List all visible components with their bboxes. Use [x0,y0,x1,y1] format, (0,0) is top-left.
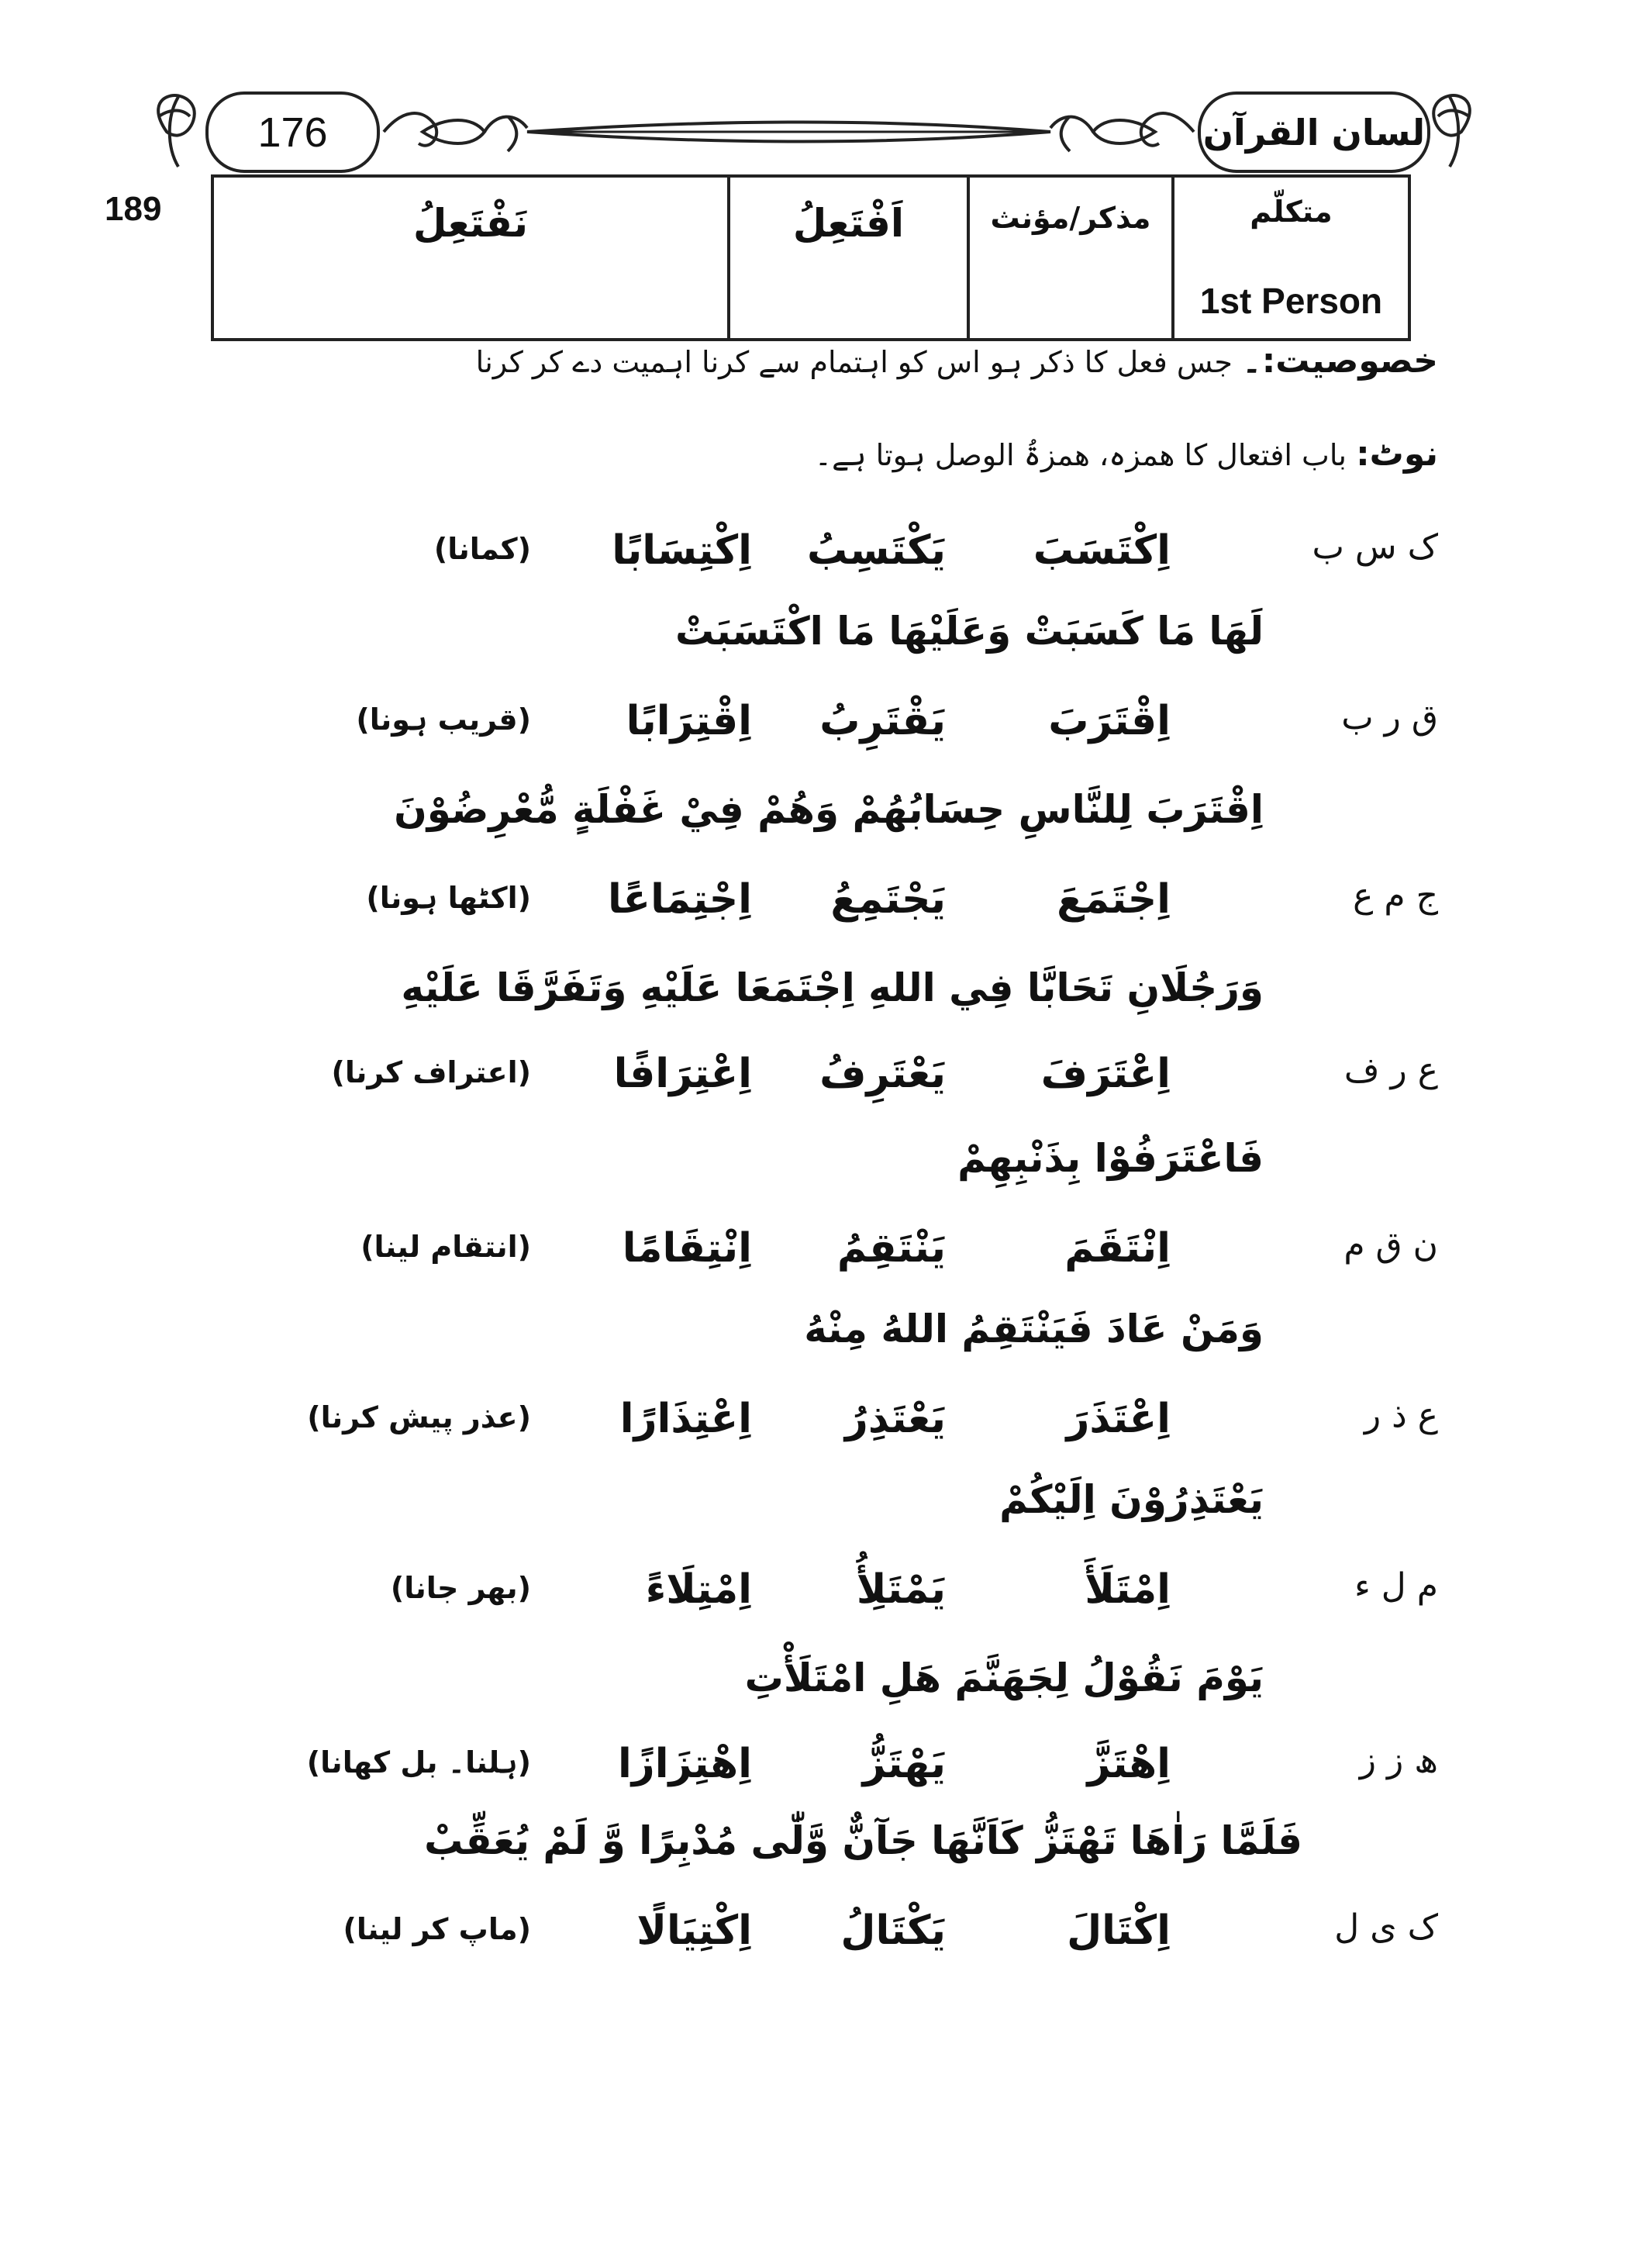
table-cell-plural [214,178,727,338]
entry-example: فَاعْتَرَفُوْا بِذَنْبِهِمْ [957,1136,1264,1181]
entry-root: ج م ع [1353,876,1438,916]
entry-present: يَنْتَقِمُ [836,1225,946,1272]
book-title: لسان القرآن [1202,111,1426,154]
book-title-frame [1198,91,1430,173]
entry-past: اِعْتَرَفَ [1040,1051,1171,1097]
entry-verbal-noun: اِعْتِذَارًا [619,1396,752,1442]
entry-root: ق ر ب [1341,698,1438,737]
entry-past: اِنْتَقَمَ [1064,1225,1171,1272]
feature-label: خصوصیت:۔ [1241,341,1438,381]
entry-root: ع ر ف [1343,1051,1438,1090]
entry-meaning: (اعتراف کرنا) [331,1055,531,1089]
entry-present: يَمْتَلِأُ [856,1566,946,1613]
table-singular-form: اَفْتَعِلُ [792,201,905,246]
entry-present: يَجْتَمِعُ [830,876,946,923]
entry-verbal-noun: اِكْتِسَابًا [612,527,752,574]
table-plural-form: نَفْتَعِلُ [412,201,529,246]
conjugation-table [211,174,1411,341]
entry-verbal-noun: اِهْتِزَازًا [617,1741,752,1787]
entry-meaning: (قریب ہونا) [356,702,531,737]
table-person-label: متکلّم [1250,195,1333,229]
page-number: 176 [257,109,328,156]
feature-text: جس فعل کا ذکر ہو اس کو اہتمام سے کرنا اہمیت دے کر کرنا [475,345,1233,379]
entry-meaning: (اکٹھا ہونا) [366,881,531,915]
entry-root: ن ق م [1343,1225,1438,1265]
remark-text: باب افتعال کا ھمزہ، ھمزۃُ الوصل ہوتا ہے۔ [814,438,1347,472]
entry-verbal-noun: اِعْتِرَافًا [613,1051,752,1097]
page-number-frame [205,91,380,173]
entry-past: اِكْتَسَبَ [1033,527,1171,574]
entry-past: اِمْتَلَأَ [1085,1566,1171,1613]
entry-past: اِجْتَمَعَ [1057,876,1171,923]
entry-verbal-noun: اِكْتِيَالًا [636,1907,752,1954]
remark-label: نوٹ: [1356,434,1438,474]
entry-present: يَكْتَسِبُ [807,527,946,574]
entry-past: اِقْتَرَبَ [1048,698,1171,744]
entry-root: ع ذ ر [1364,1396,1438,1435]
remark-note [198,434,1438,474]
entry-past: اِعْتَذَرَ [1066,1396,1171,1442]
entry-root: ک ی ل [1334,1907,1438,1947]
entry-example: وَرَجُلَانِ تَحَابَّا فِي اللهِ اِجْتَمَعَا عَلَيْهِ وَتَفَرَّقَا عَلَيْهِ [401,965,1264,1010]
table-person-english: 1st Person [1199,281,1383,321]
entry-verbal-noun: اِقْتِرَابًا [626,698,752,744]
entry-meaning: (ماپ کر لینا) [343,1912,531,1946]
entry-meaning: (انتقام لینا) [360,1230,531,1264]
page-header [0,0,1628,178]
entry-past: اِكْتَالَ [1067,1907,1171,1954]
entry-example: لَهَا مَا كَسَبَتْ وَعَلَيْهَا مَا اكْتَسَبَتْ [674,609,1264,654]
table-cell-person [1174,178,1408,338]
entry-verbal-noun: اِنْتِقَامًا [622,1225,752,1272]
entry-root: م ل ء [1354,1566,1438,1606]
entry-verbal-noun: اِجْتِمَاعًا [608,876,752,923]
entry-example: يَوْمَ نَقُوْلُ لِجَهَنَّمَ هَلِ امْتَلَأْتِ [744,1655,1264,1700]
entry-example: يَعْتَذِرُوْنَ اِلَيْكُمْ [999,1477,1264,1522]
entry-verbal-noun: اِمْتِلَاءً [645,1566,752,1613]
entry-root: ھ ز ز [1359,1741,1438,1780]
entry-present: يَهْتَزُّ [862,1741,946,1787]
entry-present: يَعْتَرِفُ [819,1051,946,1097]
entry-example: وَمَنْ عَادَ فَيَنْتَقِمُ اللهُ مِنْهُ [804,1307,1264,1351]
entry-root: ک س ب [1312,527,1438,567]
entry-meaning: (ہلنا۔ بل کھانا) [306,1745,531,1780]
entry-present: يَعْتَذِرُ [844,1396,946,1442]
entry-present: يَقْتَرِبُ [819,698,946,744]
entry-example: اِقْتَرَبَ لِلنَّاسِ حِسَابُهُمْ وَهُمْ فِيْ غَفْلَةٍ مُّعْرِضُوْنَ [394,787,1264,832]
table-cell-gender [970,178,1171,338]
entry-past: اِهْتَزَّ [1087,1741,1171,1787]
entry-meaning: (عذر پیش کرنا) [307,1400,531,1434]
entry-meaning: (بھر جانا) [390,1571,531,1605]
table-gender-label: مذکر/مؤنث [990,201,1151,235]
feature-note [198,341,1438,381]
entry-example: فَلَمَّا رَاٰهَا تَهْتَزُّ كَاَنَّهَا جَآنٌّ وَّلّٰى مُدْبِرًا وَّ لَمْ يُعَقِّبْ [424,1818,1302,1863]
entry-meaning: (کمانا) [433,532,531,566]
lead-number: 189 [105,190,162,228]
table-cell-singular [730,178,967,338]
entry-present: يَكْتَالُ [840,1907,946,1954]
